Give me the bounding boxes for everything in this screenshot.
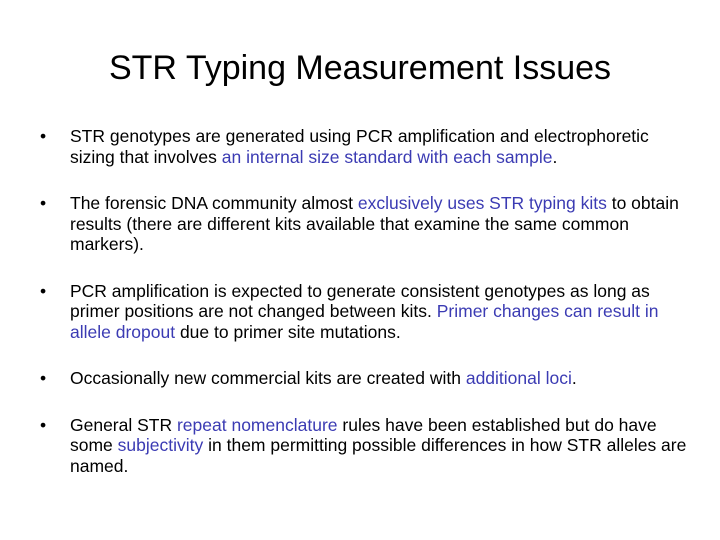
- bullet-item: [40, 193, 690, 255]
- bullet-text: due to primer site mutations.: [175, 321, 401, 342]
- bullet-item: [40, 281, 690, 343]
- bullet-text: Occasionally new commercial kits are created with: [70, 368, 466, 388]
- bullet-text: in them permitting possible differences in how STR alleles are named.: [70, 435, 687, 476]
- highlighted-text: additional loci: [465, 368, 572, 388]
- bullet-marker: •: [40, 193, 47, 213]
- bullet-item: [40, 126, 690, 167]
- bullet-text: .: [571, 368, 577, 388]
- bullet-item: [40, 368, 690, 389]
- slide-title: STR Typing Measurement Issues: [108, 49, 612, 87]
- bullet-marker: •: [40, 126, 47, 146]
- bullet-marker: •: [40, 368, 47, 388]
- bullet-item: [40, 415, 690, 477]
- highlighted-text: exclusively uses STR typing kits: [357, 193, 607, 213]
- highlighted-text: an internal size standard with each sample: [221, 146, 553, 167]
- bullet-text: PCR amplification is expected to generate consistent genotypes as long as primer positions are not changed between kits.: [70, 280, 650, 321]
- bullet-text: STR genotypes are generated using PCR amplification and electrophoretic sizing that involves: [70, 126, 649, 167]
- bullet-text: .: [552, 146, 558, 167]
- highlighted-text: subjectivity: [117, 435, 204, 455]
- highlighted-text: Primer changes can result in allele dropout: [70, 301, 659, 342]
- bullet-marker: •: [40, 414, 47, 435]
- bullet-text: General STR: [70, 414, 177, 435]
- bullet-text: to obtain results (there are different kits available that examine the same common markers).: [70, 193, 679, 254]
- bullet-text: rules have been established but do have some: [70, 414, 657, 455]
- highlighted-text: repeat nomenclature: [176, 414, 338, 435]
- bullet-marker: •: [40, 280, 47, 301]
- bullet-list: [40, 126, 690, 502]
- bullet-text: The forensic DNA community almost: [70, 193, 358, 213]
